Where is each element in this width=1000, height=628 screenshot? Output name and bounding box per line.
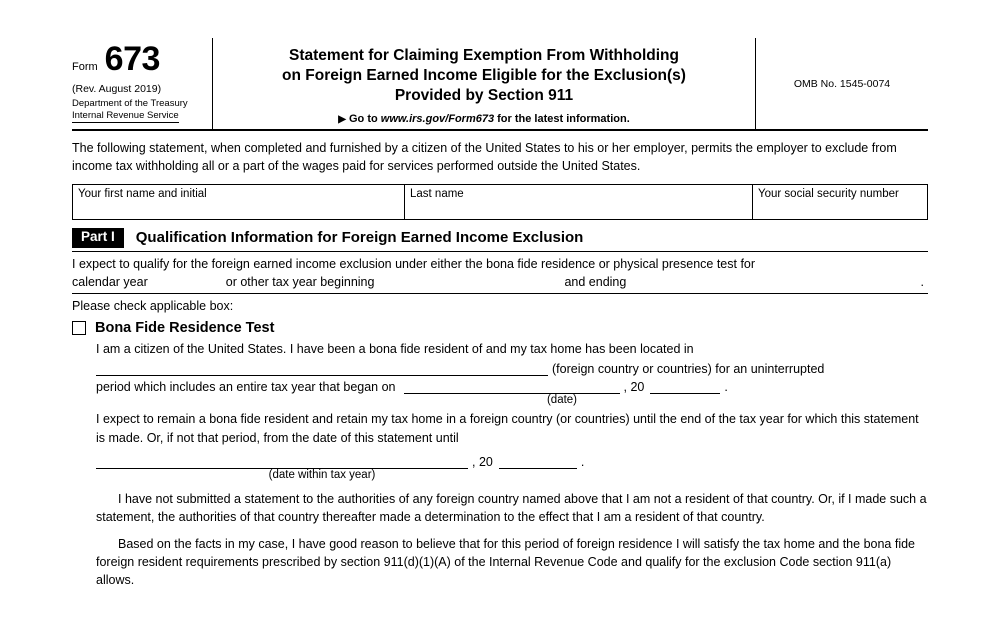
foreign-country-blank-row bbox=[96, 360, 928, 376]
began-row-period: . bbox=[724, 380, 728, 395]
intro-paragraph: The following statement, when completed and furnished by a citizen of the United States to his or her employer, permits the employer to exclude from income tax withholding all or a part of the wages paid for services performed outside the United States. bbox=[72, 141, 897, 173]
began-year-input[interactable] bbox=[650, 378, 720, 394]
and-ending-label: and ending bbox=[564, 274, 627, 289]
form-word-label: Form bbox=[72, 61, 98, 73]
first-name-label: Your first name and initial bbox=[78, 187, 207, 200]
last-name-field[interactable] bbox=[405, 185, 753, 219]
foreign-country-caption: (foreign country or countries) for an uninterrupted bbox=[552, 362, 825, 377]
tax-year-row bbox=[72, 274, 928, 295]
form-title-line-1: Statement for Claiming Exemption From Withholding bbox=[289, 47, 679, 64]
bona-fide-line-1: I am a citizen of the United States. I have been a bona fide resident of and my tax home has been located in bbox=[96, 342, 694, 357]
internal-revenue-service-line: Internal Revenue Service bbox=[72, 110, 179, 123]
right-arrow-icon: ▶ bbox=[338, 114, 346, 126]
part-1-title: Qualification Information for Foreign Earned Income Exclusion bbox=[135, 229, 584, 247]
bona-fide-residence-test-header[interactable] bbox=[72, 320, 928, 336]
form-title-line-2: on Foreign Earned Income Eligible for the Exclusion(s) bbox=[282, 66, 686, 84]
department-treasury-line: Department of the Treasury bbox=[72, 97, 188, 109]
part-1-tag: Part I bbox=[72, 228, 124, 248]
omb-block bbox=[756, 38, 928, 129]
no-statement-submitted-paragraph: I have not submitted a statement to the authorities of any foreign country named above that I am not a resident of that country. Or, if I made such a statement, the authorities of that country thereafter made a determination to the effect that I am a resident of that country. bbox=[96, 491, 927, 524]
based-on-facts-paragraph: Based on the facts in my case, I have good reason to believe that for this period of foreign residence I will satisfy the tax home and the bona fide foreign resident requirements prescribed by section 911(d)(1)(A) of the Internal Revenue Code and qualify for the exclusion Code section 911(a) allows. bbox=[96, 536, 915, 588]
form-department bbox=[72, 98, 206, 123]
check-applicable-box-label: Please check applicable box: bbox=[72, 299, 234, 314]
form-number: 673 bbox=[104, 40, 160, 78]
taxpayer-identity-row bbox=[72, 184, 928, 220]
bona-fide-body bbox=[96, 340, 928, 589]
bona-fide-residence-checkbox[interactable] bbox=[72, 321, 86, 335]
period-began-on-label: period which includes an entire tax year that began on bbox=[96, 380, 396, 395]
goto-prefix: Go to bbox=[349, 113, 381, 126]
began-on-row bbox=[96, 378, 928, 394]
form-revision-date: (Rev. August 2019) bbox=[72, 82, 162, 95]
statement-until-row bbox=[96, 453, 928, 469]
part-1-header bbox=[72, 228, 928, 252]
year-prefix-1: , 20 bbox=[623, 380, 645, 395]
bona-fide-residence-title: Bona Fide Residence Test bbox=[95, 320, 275, 337]
form-title-block bbox=[212, 38, 756, 129]
calendar-year-label: calendar year bbox=[72, 274, 148, 289]
goto-url-line bbox=[223, 113, 745, 125]
form-header bbox=[72, 38, 928, 131]
until-row-period: . bbox=[580, 454, 585, 469]
ssn-field[interactable] bbox=[753, 185, 927, 219]
expect-to-qualify-text: I expect to qualify for the foreign earned income exclusion under either the bona fide residence or physical presence test for bbox=[72, 256, 756, 271]
other-tax-year-beginning-label: or other tax year beginning bbox=[225, 274, 375, 289]
goto-url[interactable]: www.irs.gov/Form673 bbox=[380, 113, 495, 126]
foreign-country-input[interactable] bbox=[96, 360, 548, 376]
year-prefix-2: , 20 bbox=[472, 454, 493, 469]
last-name-label: Last name bbox=[410, 187, 464, 200]
form-page bbox=[72, 38, 928, 589]
date-caption-1: (date) bbox=[546, 394, 578, 407]
form-number-line bbox=[72, 42, 206, 78]
tax-year-row-period: . bbox=[920, 274, 924, 289]
first-name-field[interactable] bbox=[73, 185, 405, 219]
date-within-tax-year-caption: (date within tax year) bbox=[268, 468, 376, 481]
until-date-input[interactable] bbox=[96, 453, 468, 469]
began-date-input[interactable] bbox=[404, 378, 620, 394]
ssn-label: Your social security number bbox=[758, 187, 899, 200]
until-year-input[interactable] bbox=[499, 453, 577, 469]
form-identity-block bbox=[72, 38, 212, 129]
goto-suffix: for the latest information. bbox=[494, 113, 630, 126]
form-title-line-3: Provided by Section 911 bbox=[394, 86, 574, 104]
omb-number: OMB No. 1545-0074 bbox=[793, 77, 891, 90]
expect-to-remain-paragraph: I expect to remain a bona fide resident and retain my tax home in a foreign country (or countries) until the end of the tax year for which this statement is made. Or, if not that period, from the date of this statement until bbox=[96, 412, 919, 445]
